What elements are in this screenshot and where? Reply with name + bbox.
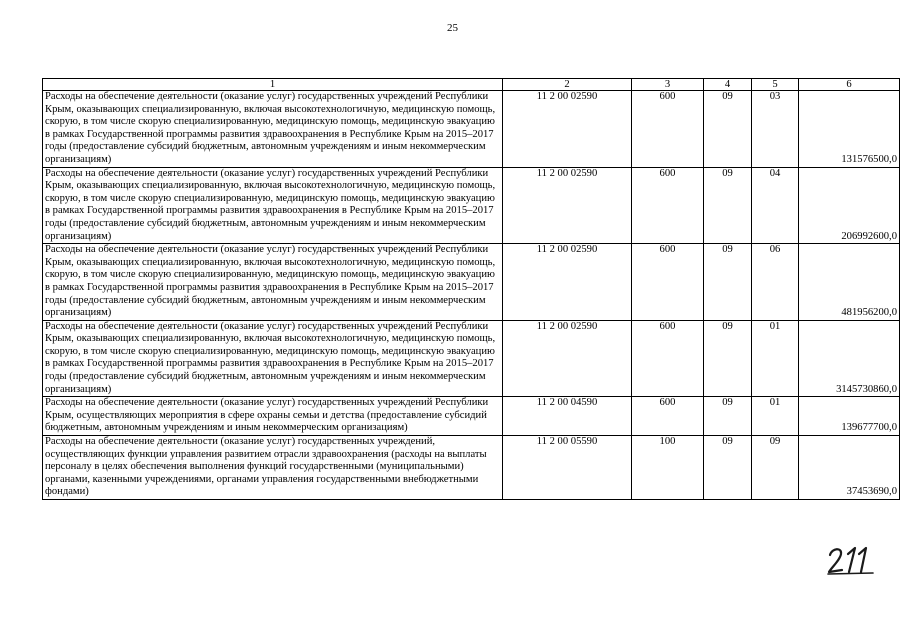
amount: 139677700,0 — [799, 397, 900, 436]
column-header: 6 — [799, 79, 900, 91]
target-article-code: 11 2 00 02590 — [503, 244, 632, 321]
amount: 131576500,0 — [799, 91, 900, 168]
expense-description: Расходы на обеспечение деятельности (оказание услуг) государственных учреждений Республики Крым, оказывающих специализированную, включая высокотехнологичную, медицинскую помощь, скорую, в том числе скорую специализированную, медицинскую помощь, медицинскую эвакуацию в рамках Государственной программы развития здравоохранения в Республике Крым на 2015–2017 годы (предоставление субсидий бюджетным, автономным учреждениям и иным некоммерческим организациям) — [43, 320, 503, 397]
table-row — [43, 436, 900, 500]
section-code: 09 — [704, 320, 752, 397]
handwritten-page-note — [826, 545, 876, 575]
target-article-code: 11 2 00 05590 — [503, 436, 632, 500]
expense-description: Расходы на обеспечение деятельности (оказание услуг) государственных учреждений Республики Крым, оказывающих специализированную, включая высокотехнологичную, медицинскую помощь, скорую, в том числе скорую специализированную, медицинскую помощь, медицинскую эвакуацию в рамках Государственной программы развития здравоохранения в Республике Крым на 2015–2017 годы (предоставление субсидий бюджетным, автономным учреждениям и иным некоммерческим организациям) — [43, 91, 503, 168]
table-row — [43, 167, 900, 244]
table-row — [43, 397, 900, 436]
target-article-code: 11 2 00 04590 — [503, 397, 632, 436]
expense-type-code: 100 — [632, 436, 704, 500]
expense-type-code: 600 — [632, 167, 704, 244]
expense-type-code: 600 — [632, 244, 704, 321]
subsection-code: 04 — [752, 167, 799, 244]
table-row — [43, 320, 900, 397]
column-header: 1 — [43, 79, 503, 91]
column-header: 5 — [752, 79, 799, 91]
target-article-code: 11 2 00 02590 — [503, 320, 632, 397]
subsection-code: 01 — [752, 397, 799, 436]
section-code: 09 — [704, 436, 752, 500]
page-number: 25 — [447, 22, 458, 34]
expense-type-code: 600 — [632, 91, 704, 168]
table-row — [43, 244, 900, 321]
column-header: 2 — [503, 79, 632, 91]
section-code: 09 — [704, 244, 752, 321]
column-header: 3 — [632, 79, 704, 91]
section-code: 09 — [704, 91, 752, 168]
expense-description: Расходы на обеспечение деятельности (оказание услуг) государственных учреждений Республики Крым, осуществляющих мероприятия в сфере охраны семьи и детства (предоставление субсидий бюджетным, автономным учреждениям и иным некоммерческим организациям) — [43, 397, 503, 436]
column-header: 4 — [704, 79, 752, 91]
subsection-code: 01 — [752, 320, 799, 397]
amount: 481956200,0 — [799, 244, 900, 321]
subsection-code: 06 — [752, 244, 799, 321]
expense-type-code: 600 — [632, 397, 704, 436]
section-code: 09 — [704, 397, 752, 436]
amount: 206992600,0 — [799, 167, 900, 244]
subsection-code: 03 — [752, 91, 799, 168]
target-article-code: 11 2 00 02590 — [503, 91, 632, 168]
expense-description: Расходы на обеспечение деятельности (оказание услуг) государственных учреждений, осуществляющих функции управления развитием отрасли здравоохранения (расходы на выплаты персоналу в целях обеспечения выполнения функций государственными (муниципальными) органами, казенными учреждениями, органами управления государственными внебюджетными фондами) — [43, 436, 503, 500]
subsection-code: 09 — [752, 436, 799, 500]
target-article-code: 11 2 00 02590 — [503, 167, 632, 244]
table-header-row — [43, 79, 900, 91]
amount: 3145730860,0 — [799, 320, 900, 397]
expense-description: Расходы на обеспечение деятельности (оказание услуг) государственных учреждений Республики Крым, оказывающих специализированную, включая высокотехнологичную, медицинскую помощь, скорую, в том числе скорую специализированную, медицинскую помощь, медицинскую эвакуацию в рамках Государственной программы развития здравоохранения в Республике Крым на 2015–2017 годы (предоставление субсидий бюджетным, автономным учреждениям и иным некоммерческим организациям) — [43, 167, 503, 244]
table-row — [43, 91, 900, 168]
amount: 37453690,0 — [799, 436, 900, 500]
budget-table — [42, 78, 900, 500]
expense-type-code: 600 — [632, 320, 704, 397]
section-code: 09 — [704, 167, 752, 244]
expense-description: Расходы на обеспечение деятельности (оказание услуг) государственных учреждений Республики Крым, оказывающих специализированную, включая высокотехнологичную, медицинскую помощь, скорую, в том числе скорую специализированную, медицинскую помощь, медицинскую эвакуацию в рамках Государственной программы развития здравоохранения в Республике Крым на 2015–2017 годы (предоставление субсидий бюджетным, автономным учреждениям и иным некоммерческим организациям) — [43, 244, 503, 321]
